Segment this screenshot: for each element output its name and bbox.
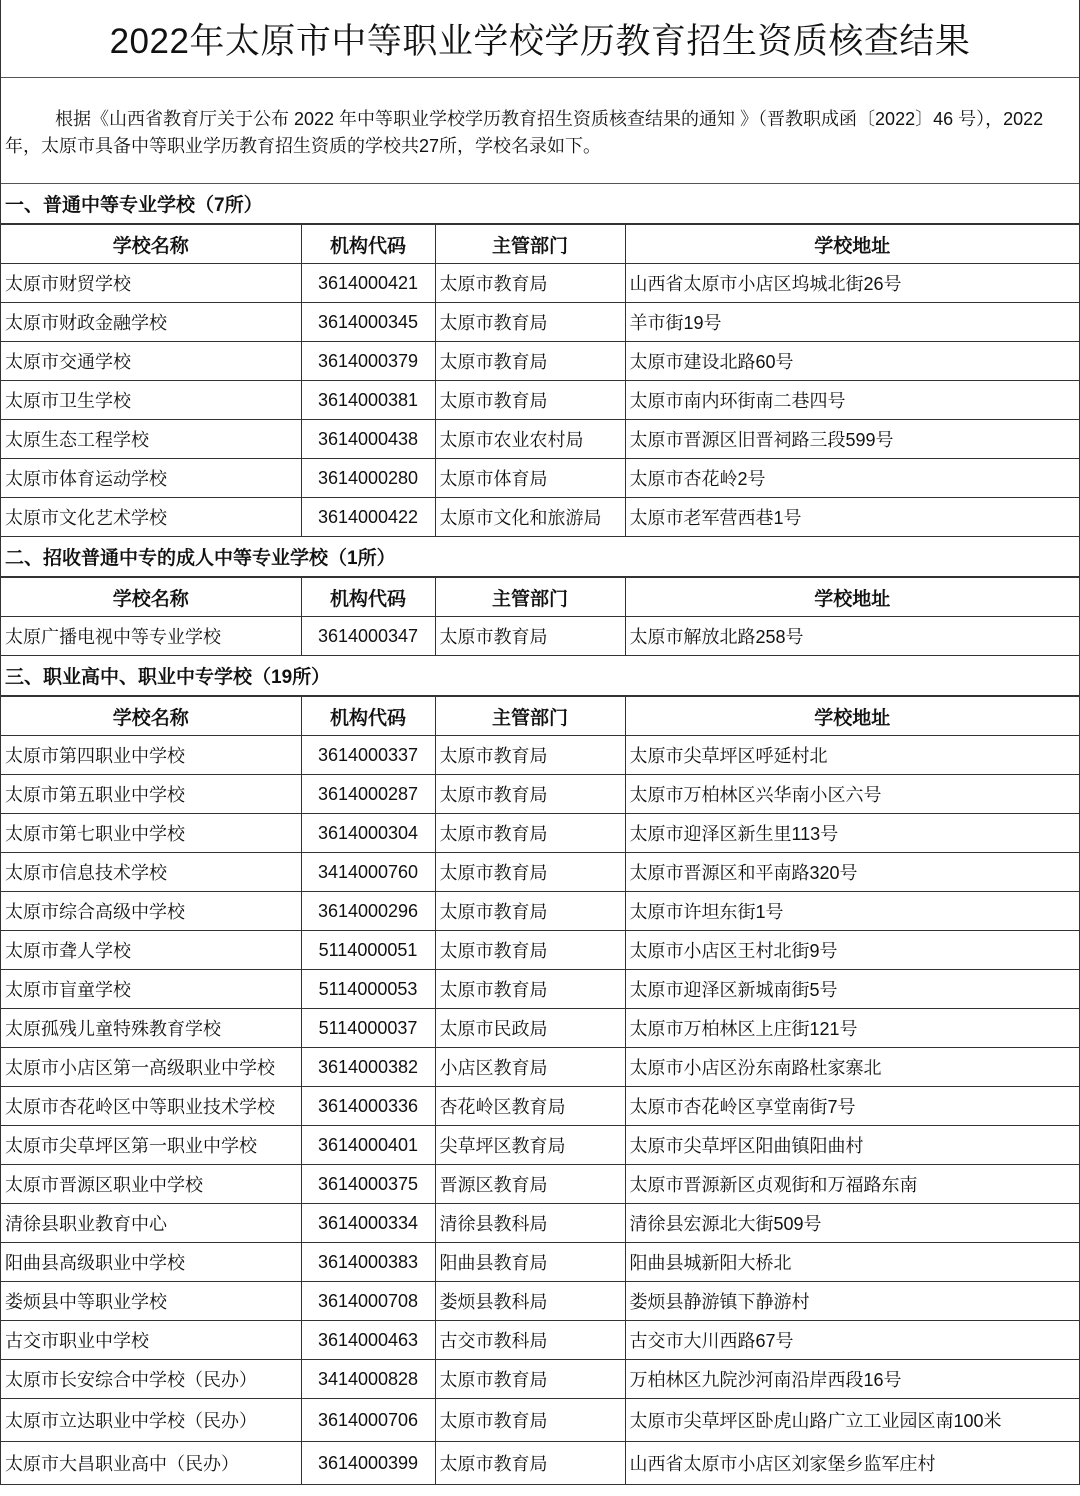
table-row [1, 420, 1079, 459]
institution-code: 5114000053 [301, 970, 435, 1009]
school-address: 阳曲县城新阳大桥北 [625, 1243, 1079, 1282]
table-row [1, 1126, 1079, 1165]
school-name: 太原市杏花岭区中等职业技术学校 [1, 1087, 301, 1126]
department: 太原市教育局 [435, 303, 625, 342]
department: 娄烦县教科局 [435, 1282, 625, 1321]
school-address: 太原市杏花岭2号 [625, 459, 1079, 498]
table-row [1, 1087, 1079, 1126]
school-address: 太原市迎泽区新城南街5号 [625, 970, 1079, 1009]
table-header-row [1, 697, 1079, 736]
column-header-address: 学校地址 [625, 225, 1079, 264]
section-heading: 一、普通中等专业学校（7所） [1, 184, 1079, 224]
department: 太原市教育局 [435, 381, 625, 420]
school-name: 阳曲县高级职业中学校 [1, 1243, 301, 1282]
department: 太原市教育局 [435, 892, 625, 931]
school-address: 羊市街19号 [625, 303, 1079, 342]
institution-code: 3614000296 [301, 892, 435, 931]
section-heading: 二、招收普通中专的成人中等专业学校（1所） [1, 537, 1079, 577]
table-row [1, 617, 1079, 656]
school-address: 万柏林区九院沙河南沿岸西段16号 [625, 1360, 1079, 1399]
table-row [1, 892, 1079, 931]
institution-code: 3614000401 [301, 1126, 435, 1165]
table-row [1, 303, 1079, 342]
school-name: 太原市晋源区职业中学校 [1, 1165, 301, 1204]
table-header-row [1, 225, 1079, 264]
table-row [1, 459, 1079, 498]
school-name: 太原市文化艺术学校 [1, 498, 301, 537]
institution-code: 3614000379 [301, 342, 435, 381]
school-address: 山西省太原市小店区坞城北街26号 [625, 264, 1079, 303]
department: 太原市农业农村局 [435, 420, 625, 459]
table-header-row [1, 578, 1079, 617]
department: 太原市教育局 [435, 1442, 625, 1485]
institution-code: 3614000382 [301, 1048, 435, 1087]
table-row [1, 1399, 1079, 1442]
school-address: 山西省太原市小店区刘家堡乡监军庄村 [625, 1442, 1079, 1485]
school-name: 太原市卫生学校 [1, 381, 301, 420]
institution-code: 3414000760 [301, 853, 435, 892]
school-name: 太原市大昌职业高中（民办） [1, 1442, 301, 1485]
department: 小店区教育局 [435, 1048, 625, 1087]
school-address: 太原市晋源区旧晋祠路三段599号 [625, 420, 1079, 459]
school-address: 太原市晋源区和平南路320号 [625, 853, 1079, 892]
school-name: 太原市财政金融学校 [1, 303, 301, 342]
table-row [1, 381, 1079, 420]
table-row [1, 1048, 1079, 1087]
school-address: 太原市晋源新区贞观街和万福路东南 [625, 1165, 1079, 1204]
table-row [1, 736, 1079, 775]
department: 太原市教育局 [435, 736, 625, 775]
table-row [1, 264, 1079, 303]
school-name: 太原市信息技术学校 [1, 853, 301, 892]
table-row [1, 342, 1079, 381]
institution-code: 3614000287 [301, 775, 435, 814]
institution-code: 3614000381 [301, 381, 435, 420]
column-header-department: 主管部门 [435, 225, 625, 264]
institution-code: 3614000706 [301, 1399, 435, 1442]
institution-code: 3614000383 [301, 1243, 435, 1282]
department: 太原市教育局 [435, 1399, 625, 1442]
school-address: 太原市尖草坪区卧虎山路广立工业园区南100米 [625, 1399, 1079, 1442]
column-header-name: 学校名称 [1, 697, 301, 736]
institution-code: 5114000051 [301, 931, 435, 970]
table-row [1, 498, 1079, 537]
institution-code: 3414000828 [301, 1360, 435, 1399]
school-name: 太原市盲童学校 [1, 970, 301, 1009]
school-name: 娄烦县中等职业学校 [1, 1282, 301, 1321]
table-row [1, 1360, 1079, 1399]
school-table [1, 696, 1079, 1485]
table-row [1, 1243, 1079, 1282]
school-name: 太原广播电视中等专业学校 [1, 617, 301, 656]
institution-code: 5114000037 [301, 1009, 435, 1048]
institution-code: 3614000375 [301, 1165, 435, 1204]
school-address: 太原市万柏林区上庄街121号 [625, 1009, 1079, 1048]
school-name: 清徐县职业教育中心 [1, 1204, 301, 1243]
department: 太原市教育局 [435, 617, 625, 656]
department: 清徐县教科局 [435, 1204, 625, 1243]
column-header-code: 机构代码 [301, 578, 435, 617]
department: 太原市教育局 [435, 342, 625, 381]
school-name: 太原市综合高级中学校 [1, 892, 301, 931]
school-address: 太原市小店区汾东南路杜家寨北 [625, 1048, 1079, 1087]
institution-code: 3614000280 [301, 459, 435, 498]
institution-code: 3614000463 [301, 1321, 435, 1360]
department: 太原市教育局 [435, 814, 625, 853]
institution-code: 3614000334 [301, 1204, 435, 1243]
table-row [1, 1204, 1079, 1243]
sections [1, 184, 1079, 1485]
department: 尖草坪区教育局 [435, 1126, 625, 1165]
document-title: 2022年太原市中等职业学校学历教育招生资质核查结果 [1, 0, 1079, 78]
school-address: 娄烦县静游镇下静游村 [625, 1282, 1079, 1321]
school-address: 太原市建设北路60号 [625, 342, 1079, 381]
table-row [1, 1442, 1079, 1485]
institution-code: 3614000336 [301, 1087, 435, 1126]
table-row [1, 970, 1079, 1009]
school-name: 太原生态工程学校 [1, 420, 301, 459]
column-header-address: 学校地址 [625, 578, 1079, 617]
department: 太原市教育局 [435, 775, 625, 814]
school-address: 古交市大川西路67号 [625, 1321, 1079, 1360]
column-header-department: 主管部门 [435, 697, 625, 736]
table-row [1, 1009, 1079, 1048]
school-address: 太原市许坦东街1号 [625, 892, 1079, 931]
institution-code: 3614000422 [301, 498, 435, 537]
department: 晋源区教育局 [435, 1165, 625, 1204]
table-row [1, 814, 1079, 853]
institution-code: 3614000438 [301, 420, 435, 459]
intro-paragraph: 根据《山西省教育厅关于公布 2022 年中等职业学校学历教育招生资质核查结果的通知 》（晋教职成函〔2022〕46 号），2022年，太原市具备中等职业学历教育招生资质的学校共27所，学校名录如下。 [1, 78, 1079, 184]
school-name: 古交市职业中学校 [1, 1321, 301, 1360]
department: 太原市教育局 [435, 970, 625, 1009]
institution-code: 3614000337 [301, 736, 435, 775]
school-address: 太原市老军营西巷1号 [625, 498, 1079, 537]
school-address: 太原市迎泽区新生里113号 [625, 814, 1079, 853]
school-name: 太原孤残儿童特殊教育学校 [1, 1009, 301, 1048]
school-name: 太原市财贸学校 [1, 264, 301, 303]
department: 杏花岭区教育局 [435, 1087, 625, 1126]
school-name: 太原市体育运动学校 [1, 459, 301, 498]
school-address: 太原市尖草坪区呼延村北 [625, 736, 1079, 775]
school-name: 太原市长安综合中学校（民办） [1, 1360, 301, 1399]
table-row [1, 931, 1079, 970]
department: 太原市体育局 [435, 459, 625, 498]
institution-code: 3614000421 [301, 264, 435, 303]
column-header-code: 机构代码 [301, 225, 435, 264]
institution-code: 3614000399 [301, 1442, 435, 1485]
school-address: 太原市尖草坪区阳曲镇阳曲村 [625, 1126, 1079, 1165]
institution-code: 3614000347 [301, 617, 435, 656]
department: 阳曲县教育局 [435, 1243, 625, 1282]
table-row [1, 853, 1079, 892]
school-address: 清徐县宏源北大街509号 [625, 1204, 1079, 1243]
school-table [1, 224, 1079, 537]
school-name: 太原市小店区第一高级职业中学校 [1, 1048, 301, 1087]
school-name: 太原市尖草坪区第一职业中学校 [1, 1126, 301, 1165]
institution-code: 3614000304 [301, 814, 435, 853]
institution-code: 3614000708 [301, 1282, 435, 1321]
school-name: 太原市立达职业中学校（民办） [1, 1399, 301, 1442]
school-address: 太原市小店区王村北街9号 [625, 931, 1079, 970]
department: 古交市教科局 [435, 1321, 625, 1360]
school-address: 太原市万柏林区兴华南小区六号 [625, 775, 1079, 814]
table-row [1, 775, 1079, 814]
school-address: 太原市解放北路258号 [625, 617, 1079, 656]
table-row [1, 1321, 1079, 1360]
table-row [1, 1282, 1079, 1321]
school-name: 太原市第七职业中学校 [1, 814, 301, 853]
school-name: 太原市聋人学校 [1, 931, 301, 970]
institution-code: 3614000345 [301, 303, 435, 342]
column-header-name: 学校名称 [1, 578, 301, 617]
department: 太原市民政局 [435, 1009, 625, 1048]
school-address: 太原市南内环街南二巷四号 [625, 381, 1079, 420]
department: 太原市教育局 [435, 853, 625, 892]
department: 太原市教育局 [435, 264, 625, 303]
section-heading: 三、职业高中、职业中专学校（19所） [1, 656, 1079, 696]
department: 太原市教育局 [435, 931, 625, 970]
column-header-address: 学校地址 [625, 697, 1079, 736]
table-row [1, 1165, 1079, 1204]
column-header-name: 学校名称 [1, 225, 301, 264]
school-name: 太原市交通学校 [1, 342, 301, 381]
column-header-department: 主管部门 [435, 578, 625, 617]
department: 太原市文化和旅游局 [435, 498, 625, 537]
column-header-code: 机构代码 [301, 697, 435, 736]
school-name: 太原市第四职业中学校 [1, 736, 301, 775]
school-address: 太原市杏花岭区享堂南街7号 [625, 1087, 1079, 1126]
school-name: 太原市第五职业中学校 [1, 775, 301, 814]
department: 太原市教育局 [435, 1360, 625, 1399]
school-table [1, 577, 1079, 656]
